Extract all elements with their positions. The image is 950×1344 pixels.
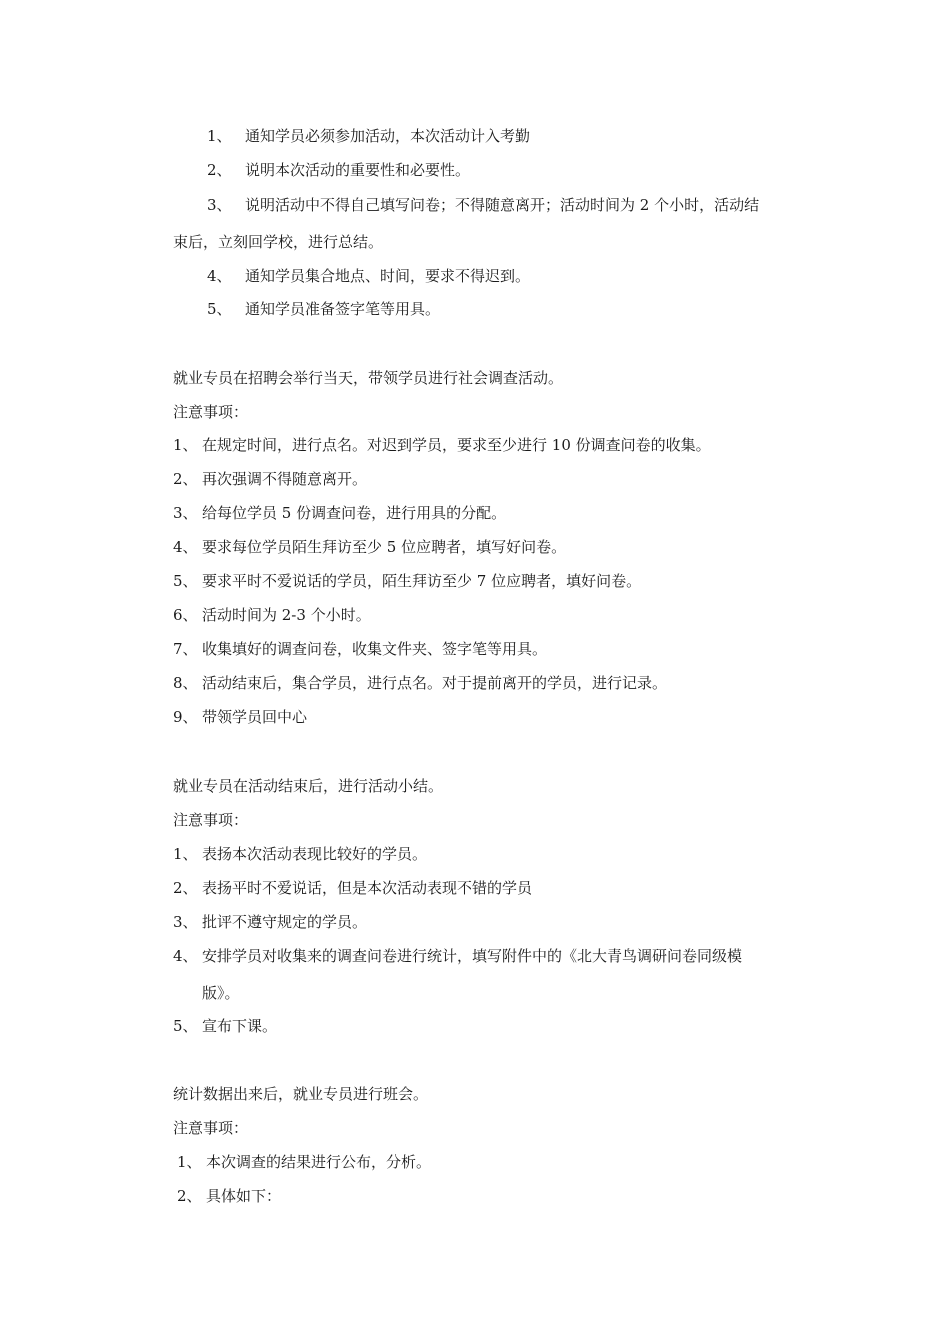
list-text: 批评不遵守规定的学员。 (202, 913, 368, 931)
section2-notes-label: 注意事项： (173, 403, 249, 421)
list-text: 说明本次活动的重要性和必要性。 (245, 161, 471, 179)
intro-item-1 (207, 126, 530, 146)
list-text: 表扬本次活动表现比较好的学员。 (202, 845, 428, 863)
list-number: 4、 (173, 947, 198, 965)
list-number: 2、 (177, 1187, 202, 1205)
list-number: 1、 (177, 1153, 202, 1171)
list-text: 具体如下： (206, 1187, 282, 1205)
section3-item-4-continuation: 版》。 (202, 984, 240, 1002)
intro-item-2 (207, 160, 470, 180)
list-number: 5、 (207, 300, 232, 318)
list-text: 要求平时不爱说话的学员，陌生拜访至少 7 位应聘者，填好问卷。 (202, 572, 642, 590)
list-text: 要求每位学员陌生拜访至少 5 位应聘者，填写好问卷。 (202, 538, 567, 556)
section4-heading: 统计数据出来后，就业专员进行班会。 (173, 1085, 429, 1103)
intro-item-4 (207, 266, 530, 286)
list-text: 活动时间为 2-3 个小时。 (202, 606, 371, 624)
list-text: 通知学员集合地点、时间，要求不得迟到。 (245, 267, 531, 285)
list-number: 5、 (173, 1017, 198, 1035)
section2-item-2 (173, 469, 367, 489)
list-text: 带领学员回中心 (202, 708, 308, 726)
list-text: 再次强调不得随意离开。 (202, 470, 368, 488)
section2-item-7 (173, 639, 547, 659)
list-text: 表扬平时不爱说话，但是本次活动表现不错的学员 (202, 879, 533, 897)
section4-item-1 (177, 1152, 431, 1172)
intro-item-3-continuation: 束后，立刻回学校，进行总结。 (173, 233, 384, 251)
list-number: 3、 (173, 913, 198, 931)
list-number: 7、 (173, 640, 198, 658)
list-text: 说明活动中不得自己填写问卷；不得随意离开；活动时间为 2 个小时，活动结 (245, 196, 760, 214)
list-text: 收集填好的调查问卷，收集文件夹、签字笔等用具。 (202, 640, 548, 658)
section3-item-2 (173, 878, 532, 898)
list-text: 通知学员必须参加活动，本次活动计入考勤 (245, 127, 531, 145)
list-number: 3、 (207, 196, 232, 214)
section4-notes-label: 注意事项： (173, 1119, 249, 1137)
list-text: 活动结束后，集合学员，进行点名。对于提前离开的学员，进行记录。 (202, 674, 668, 692)
intro-item-5 (207, 299, 440, 319)
list-number: 2、 (173, 470, 198, 488)
section3-heading: 就业专员在活动结束后，进行活动小结。 (173, 777, 444, 795)
list-text: 安排学员对收集来的调查问卷进行统计，填写附件中的《北大青鸟调研问卷同级模 (202, 947, 743, 965)
section2-item-6 (173, 605, 371, 625)
list-number: 5、 (173, 572, 198, 590)
list-number: 6、 (173, 606, 198, 624)
list-number: 4、 (173, 538, 198, 556)
list-number: 3、 (173, 504, 198, 522)
section4-item-2 (177, 1186, 281, 1206)
section2-heading: 就业专员在招聘会举行当天，带领学员进行社会调查活动。 (173, 369, 564, 387)
list-number: 1、 (173, 436, 198, 454)
list-number: 2、 (173, 879, 198, 897)
list-text: 宣布下课。 (202, 1017, 278, 1035)
list-number: 2、 (207, 161, 232, 179)
section3-item-3 (173, 912, 367, 932)
list-text: 给每位学员 5 份调查问卷，进行用具的分配。 (202, 504, 507, 522)
list-text: 本次调查的结果进行公布，分析。 (206, 1153, 432, 1171)
list-number: 8、 (173, 674, 198, 692)
section2-item-3 (173, 503, 506, 523)
section3-item-5 (173, 1016, 277, 1036)
section2-item-8 (173, 673, 667, 693)
section2-item-5 (173, 571, 641, 591)
section2-item-4 (173, 537, 566, 557)
section3-item-1 (173, 844, 427, 864)
section2-item-1 (173, 435, 711, 455)
list-number: 1、 (173, 845, 198, 863)
list-text: 在规定时间，进行点名。对迟到学员，要求至少进行 10 份调查问卷的收集。 (202, 436, 711, 454)
section3-item-4 (173, 946, 742, 966)
list-text: 通知学员准备签字笔等用具。 (245, 300, 441, 318)
section2-item-9 (173, 707, 307, 727)
list-number: 1、 (207, 127, 232, 145)
intro-item-3 (207, 195, 759, 215)
section3-notes-label: 注意事项： (173, 811, 249, 829)
list-number: 9、 (173, 708, 198, 726)
list-number: 4、 (207, 267, 232, 285)
